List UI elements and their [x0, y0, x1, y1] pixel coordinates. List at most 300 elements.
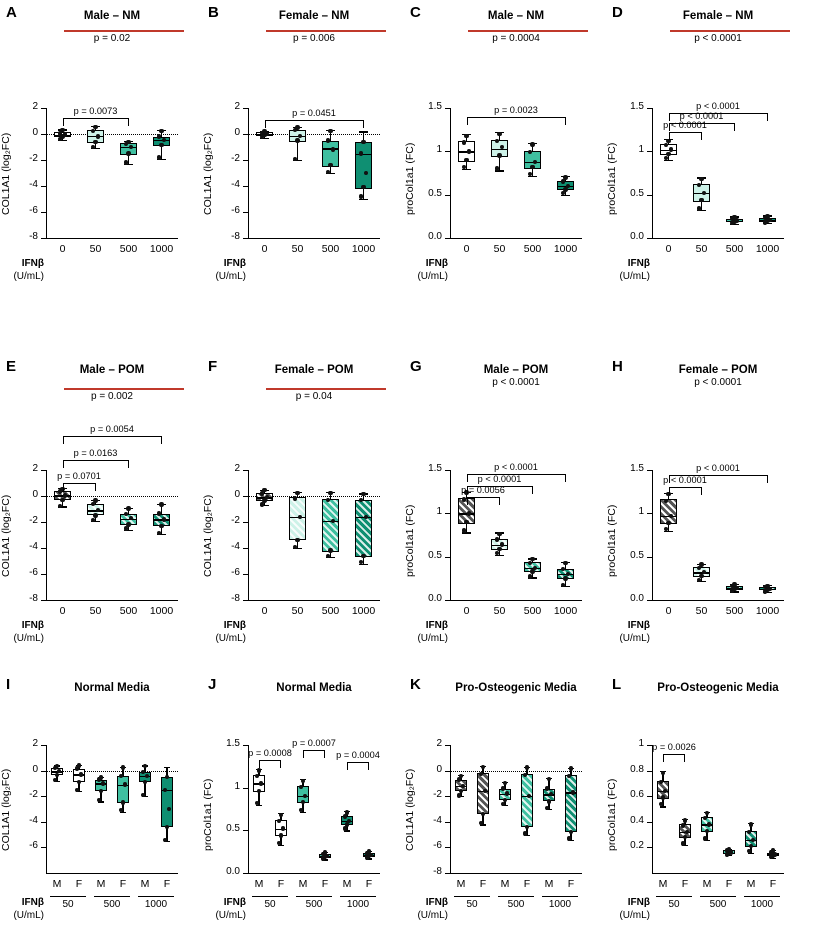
data-point-K-3-4: [525, 765, 529, 769]
data-point-F-2-3: [326, 498, 330, 502]
y-tick-label-H-0: 1.5: [630, 463, 644, 474]
data-point-E-3-2: [162, 517, 166, 521]
data-point-C-0-1: [464, 158, 468, 162]
panel-label-D: D: [612, 4, 623, 21]
x-tick-label-F-2: 500: [321, 605, 340, 617]
x-tick-label-G-0: 0: [463, 605, 470, 617]
box-F-2: [322, 499, 339, 552]
data-point-B-2-3: [326, 138, 330, 142]
y-tick-B-2: [243, 160, 248, 161]
y-tick-H-0: [647, 470, 652, 471]
data-point-B-3-1: [361, 185, 365, 189]
x-axis-units-F: (U/mL): [215, 633, 246, 644]
y-axis-C: [450, 108, 451, 238]
y-tick-label-F-5: -8: [231, 593, 240, 604]
group-label-L-2: 1000: [750, 899, 774, 910]
comparison-bracket-H-1: [669, 475, 768, 483]
y-axis-K: [450, 745, 451, 873]
significance-bar-C: [468, 30, 588, 32]
data-point-F-3-4: [361, 492, 365, 496]
y-tick-label-D-3: 0.0: [630, 231, 644, 242]
data-point-C-1-4: [497, 132, 501, 136]
data-point-I-1-4: [77, 763, 81, 767]
y-tick-C-0: [445, 108, 450, 109]
x-axis-units-L: (U/mL): [619, 910, 650, 921]
x-axis-E: [46, 600, 178, 601]
x-axis-units-C: (U/mL): [417, 271, 448, 282]
x-tick-label-I-0: M: [52, 878, 62, 890]
y-axis-title-D: proCol1a1 (FC): [606, 142, 618, 215]
y-tick-label-I-2: -2: [29, 789, 38, 801]
x-axis-title-E: IFNβ: [21, 620, 44, 631]
data-point-E-2-0: [124, 526, 128, 530]
x-tick-label-H-0: 0: [665, 605, 672, 617]
box-F-3: [355, 500, 372, 557]
y-tick-label-I-3: -4: [29, 814, 38, 826]
x-tick-label-L-0: M: [658, 878, 668, 890]
data-point-E-3-3: [157, 511, 161, 515]
comparison-bracket-G-0: [467, 497, 500, 505]
y-tick-F-2: [243, 522, 248, 523]
x-axis-title-K: IFNβ: [425, 897, 448, 908]
data-point-G-2-4: [530, 557, 534, 561]
y-tick-label-H-1: 1: [638, 506, 644, 518]
data-point-C-0-4: [464, 134, 468, 138]
y-tick-E-4: [41, 574, 46, 575]
data-point-B-3-0: [359, 194, 363, 198]
y-tick-label-D-2: 0.5: [630, 187, 644, 199]
data-point-K-4-4: [547, 777, 551, 781]
box-I-3: [117, 776, 128, 803]
y-tick-label-F-2: -2: [231, 515, 240, 526]
data-point-G-1-1: [497, 547, 501, 551]
y-tick-label-L-2: 0.6: [630, 789, 644, 801]
y-tick-L-2: [647, 796, 652, 797]
data-point-C-1-0: [495, 166, 499, 170]
data-point-L-2-4: [705, 811, 709, 815]
y-tick-label-B-2: -2: [231, 153, 240, 164]
significance-label-C: p = 0.0004: [492, 33, 540, 44]
x-tick-label-C-3: 1000: [553, 243, 578, 255]
data-point-K-5-2: [571, 790, 575, 794]
whisker-cap-bottom-D-0: [664, 160, 673, 161]
y-tick-label-L-4: 0.2: [630, 840, 644, 852]
group-line-L-1: [700, 896, 736, 897]
y-axis-title-F: COL1A1 (log₂FC): [202, 494, 214, 577]
x-tick-label-F-1: 50: [291, 605, 304, 617]
data-point-A-1-1: [93, 140, 97, 144]
y-tick-label-G-3: 0.0: [428, 593, 442, 604]
group-label-I-0: 50: [62, 899, 74, 910]
x-tick-label-K-0: M: [456, 878, 466, 890]
x-axis-title-G: IFNβ: [425, 620, 448, 631]
data-point-J-1-2: [281, 826, 285, 830]
panel-title-E: Male – POM: [79, 364, 145, 376]
panel-label-E: E: [6, 358, 17, 375]
y-tick-label-B-4: -6: [231, 205, 240, 216]
group-line-I-1: [94, 896, 130, 897]
data-point-K-4-1: [547, 799, 551, 803]
box-K-1: [477, 773, 488, 814]
significance-bar-E: [64, 388, 184, 390]
y-axis-title-C: proCol1a1 (FC): [404, 142, 416, 215]
median-B-3: [355, 154, 372, 155]
y-tick-label-K-2: -2: [433, 789, 442, 801]
data-point-J-2-1: [301, 800, 305, 804]
y-tick-label-J-3: 0.0: [226, 866, 240, 877]
y-tick-J-1: [243, 788, 248, 789]
data-point-C-1-3: [495, 139, 499, 143]
y-tick-label-H-2: 0.5: [630, 549, 644, 561]
comparison-label-E-0: p = 0.0701: [57, 471, 101, 481]
data-point-I-1-1: [77, 780, 81, 784]
x-tick-label-C-1: 50: [493, 243, 506, 255]
data-point-B-1-1: [295, 138, 299, 142]
data-point-K-5-0: [567, 836, 571, 840]
y-tick-label-K-5: -8: [433, 866, 442, 877]
group-label-I-1: 500: [103, 899, 121, 910]
data-point-A-1-3: [91, 129, 95, 133]
significance-bar-D: [670, 30, 790, 32]
x-axis-units-B: (U/mL): [215, 271, 246, 282]
data-point-E-1-1: [93, 513, 97, 517]
data-point-A-2-0: [124, 160, 128, 164]
data-point-A-3-3: [157, 134, 161, 138]
x-tick-label-H-1: 50: [695, 605, 708, 617]
panel-title-C: Male – NM: [487, 10, 545, 22]
x-tick-label-I-3: F: [119, 878, 127, 890]
whisker-cap-bottom-L-0: [660, 806, 666, 807]
comparison-bracket-C-0: [467, 117, 566, 125]
y-tick-I-3: [41, 822, 46, 823]
y-tick-label-E-1: 0: [32, 489, 38, 500]
comparison-label-G-2: p < 0.0001: [494, 462, 538, 473]
data-point-K-0-2: [461, 784, 465, 788]
panel-label-I: I: [6, 676, 11, 693]
data-point-E-3-4: [159, 502, 163, 506]
data-point-F-1-3: [293, 496, 297, 500]
x-tick-label-A-0: 0: [59, 243, 66, 255]
data-point-F-0-0: [260, 502, 264, 506]
y-tick-label-D-0: 1.5: [630, 101, 644, 112]
group-line-I-2: [138, 896, 174, 897]
x-axis-title-H: IFNβ: [627, 620, 650, 631]
y-tick-label-E-3: -4: [29, 541, 38, 552]
y-tick-label-B-3: -4: [231, 179, 240, 190]
data-point-L-2-0: [703, 836, 707, 840]
x-tick-label-E-3: 1000: [149, 605, 174, 617]
y-tick-A-4: [41, 212, 46, 213]
x-tick-label-E-0: 0: [59, 605, 66, 617]
data-point-B-3-4: [361, 140, 365, 144]
y-tick-D-0: [647, 108, 652, 109]
significance-label-E: p = 0.002: [91, 391, 133, 402]
data-point-K-5-4: [569, 766, 573, 770]
data-point-A-1-2: [96, 134, 100, 138]
data-point-H-0-0: [664, 527, 668, 531]
y-tick-label-J-1: 1: [234, 780, 240, 792]
box-F-1: [289, 497, 306, 540]
data-point-J-0-1: [257, 789, 261, 793]
y-tick-label-E-4: -6: [29, 567, 38, 578]
y-tick-K-3: [445, 822, 450, 823]
y-axis-J: [248, 745, 249, 873]
x-axis-I: [46, 873, 178, 874]
y-tick-G-1: [445, 513, 450, 514]
x-tick-label-L-2: M: [702, 878, 712, 890]
x-tick-label-G-1: 50: [493, 605, 506, 617]
y-axis-L: [652, 745, 653, 873]
y-tick-label-B-5: -8: [231, 231, 240, 242]
y-axis-title-E: COL1A1 (log₂FC): [0, 494, 12, 577]
data-point-L-1-4: [683, 818, 687, 822]
comparison-label-J-0: p = 0.0008: [248, 748, 292, 759]
y-tick-label-G-2: 0.5: [428, 549, 442, 561]
x-tick-label-B-1: 50: [291, 243, 304, 255]
x-tick-label-F-0: 0: [261, 605, 268, 617]
group-label-I-2: 1000: [144, 899, 168, 910]
data-point-A-3-4: [159, 129, 163, 133]
y-tick-label-A-4: -6: [29, 205, 38, 216]
y-axis-A: [46, 108, 47, 238]
y-axis-title-H: proCol1a1 (FC): [606, 504, 618, 577]
comparison-bracket-L-0: [663, 754, 685, 762]
comparison-bracket-H-0: [669, 487, 702, 495]
data-point-G-3-4: [563, 561, 567, 565]
data-point-G-0-3: [462, 497, 466, 501]
data-point-E-3-1: [159, 524, 163, 528]
data-point-J-4-2: [347, 819, 351, 823]
data-point-A-2-1: [126, 151, 130, 155]
group-line-I-0: [50, 896, 86, 897]
y-tick-label-F-3: -4: [231, 541, 240, 552]
data-point-C-0-2: [467, 149, 471, 153]
data-point-E-0-2: [63, 493, 67, 497]
panel-label-H: H: [612, 358, 623, 375]
x-axis-B: [248, 238, 380, 239]
panel-title-D: Female – NM: [682, 10, 754, 22]
data-point-K-1-4: [481, 765, 485, 769]
data-point-G-3-3: [561, 567, 565, 571]
x-axis-title-A: IFNβ: [21, 258, 44, 269]
significance-label-G: p < 0.0001: [492, 377, 540, 388]
y-tick-label-A-2: -2: [29, 153, 38, 164]
comparison-label-G-1: p < 0.0001: [477, 473, 522, 484]
y-tick-F-0: [243, 470, 248, 471]
x-tick-label-J-4: M: [342, 878, 352, 890]
y-axis-title-G: proCol1a1 (FC): [404, 504, 416, 577]
y-tick-H-2: [647, 557, 652, 558]
comparison-bracket-G-2: [467, 474, 566, 482]
x-axis-A: [46, 238, 178, 239]
data-point-L-4-1: [749, 844, 753, 848]
y-tick-A-0: [41, 108, 46, 109]
data-point-B-2-0: [326, 170, 330, 174]
y-axis-I: [46, 745, 47, 873]
data-point-C-2-1: [530, 165, 534, 169]
x-axis-units-E: (U/mL): [13, 633, 44, 644]
y-tick-K-4: [445, 847, 450, 848]
x-tick-label-J-0: M: [254, 878, 264, 890]
x-axis-J: [248, 873, 380, 874]
x-axis-units-I: (U/mL): [13, 910, 44, 921]
data-point-A-3-0: [157, 155, 161, 159]
x-axis-L: [652, 873, 784, 874]
y-axis-title-J: proCol1a1 (FC): [202, 778, 214, 851]
y-tick-B-3: [243, 186, 248, 187]
significance-label-A: p = 0.02: [93, 33, 131, 44]
y-tick-label-D-1: 1: [638, 144, 644, 156]
data-point-L-0-4: [661, 771, 665, 775]
x-axis-title-I: IFNβ: [21, 897, 44, 908]
box-K-5: [565, 775, 576, 832]
x-tick-label-L-1: F: [681, 878, 689, 890]
y-tick-label-J-0: 1.5: [226, 738, 240, 749]
y-tick-A-3: [41, 186, 46, 187]
y-tick-I-4: [41, 847, 46, 848]
data-point-E-1-4: [93, 498, 97, 502]
data-point-E-0-0: [58, 504, 62, 508]
y-axis-title-I: COL1A1 (log₂FC): [0, 768, 12, 851]
data-point-C-1-1: [497, 153, 501, 157]
significance-label-F: p = 0.04: [295, 391, 333, 402]
x-tick-label-L-5: F: [769, 878, 777, 890]
y-tick-K-0: [445, 745, 450, 746]
data-point-D-1-1: [699, 198, 703, 202]
x-tick-label-J-2: M: [298, 878, 308, 890]
group-line-J-2: [340, 896, 376, 897]
x-tick-label-I-1: F: [75, 878, 83, 890]
data-point-L-5-4: [771, 848, 775, 852]
comparison-bracket-E-1: [63, 460, 129, 468]
y-tick-label-C-1: 1: [436, 144, 442, 156]
panel-title-H: Female – POM: [678, 364, 758, 376]
comparison-label-E-1: p = 0.0163: [73, 447, 118, 458]
whisker-cap-bottom-G-1: [495, 555, 504, 556]
y-tick-D-2: [647, 195, 652, 196]
x-tick-label-K-4: M: [544, 878, 554, 890]
significance-label-H: p < 0.0001: [694, 377, 742, 388]
data-point-J-1-1: [279, 833, 283, 837]
significance-label-D: p < 0.0001: [694, 33, 742, 44]
y-tick-label-C-3: 0.0: [428, 231, 442, 242]
y-tick-label-E-2: -2: [29, 515, 38, 526]
zero-line-I: [46, 771, 178, 772]
group-label-K-0: 50: [466, 899, 478, 910]
data-point-J-4-4: [345, 810, 349, 814]
data-point-F-2-1: [328, 548, 332, 552]
data-point-I-2-4: [99, 775, 103, 779]
comparison-label-B-0: p = 0.0451: [292, 107, 336, 118]
data-point-H-1-4: [699, 562, 703, 566]
y-tick-label-K-3: -4: [433, 814, 442, 826]
data-point-I-4-2: [145, 774, 149, 778]
data-point-A-0-4: [60, 128, 64, 132]
y-tick-F-3: [243, 548, 248, 549]
data-point-F-1-4: [295, 491, 299, 495]
x-tick-label-A-2: 500: [119, 243, 138, 255]
x-tick-label-B-2: 500: [321, 243, 340, 255]
x-axis-H: [652, 600, 784, 601]
group-label-L-1: 500: [709, 899, 727, 910]
data-point-I-2-1: [99, 789, 103, 793]
x-tick-label-D-0: 0: [665, 243, 672, 255]
data-point-H-2-4: [732, 582, 736, 586]
data-point-D-0-2: [669, 147, 673, 151]
x-tick-label-H-2: 500: [725, 605, 744, 617]
data-point-G-0-1: [464, 520, 468, 524]
panel-label-C: C: [410, 4, 421, 21]
data-point-I-3-4: [121, 765, 125, 769]
y-tick-label-K-0: 2: [436, 738, 442, 749]
y-tick-C-1: [445, 151, 450, 152]
x-axis-title-L: IFNβ: [627, 897, 650, 908]
data-point-B-0-4: [262, 129, 266, 133]
x-tick-label-E-2: 500: [119, 605, 138, 617]
data-point-L-0-1: [661, 795, 665, 799]
data-point-C-0-3: [462, 140, 466, 144]
y-tick-D-1: [647, 151, 652, 152]
data-point-I-1-2: [79, 772, 83, 776]
comparison-label-D-1: p < 0.0001: [679, 110, 724, 121]
data-point-F-2-0: [326, 554, 330, 558]
y-axis-title-B: COL1A1 (log₂FC): [202, 132, 214, 215]
panel-title-K: Pro-Osteogenic Media: [455, 682, 577, 694]
x-axis-title-D: IFNβ: [627, 258, 650, 269]
data-point-L-2-2: [707, 822, 711, 826]
comparison-bracket-J-0: [259, 760, 281, 768]
x-axis-title-B: IFNβ: [223, 258, 246, 269]
comparison-label-C-0: p = 0.0023: [494, 104, 538, 115]
group-line-L-2: [744, 896, 780, 897]
y-axis-title-A: COL1A1 (log₂FC): [0, 132, 12, 215]
y-tick-J-2: [243, 830, 248, 831]
x-tick-label-F-3: 1000: [351, 605, 376, 617]
significance-label-B: p = 0.006: [293, 33, 335, 44]
x-axis-units-H: (U/mL): [619, 633, 650, 644]
data-point-K-0-4: [459, 774, 463, 778]
panel-title-F: Female – POM: [274, 364, 354, 376]
x-tick-label-B-0: 0: [261, 243, 268, 255]
comparison-label-E-2: p = 0.0054: [90, 424, 134, 435]
group-label-J-1: 500: [305, 899, 323, 910]
group-line-J-1: [296, 896, 332, 897]
comparison-bracket-E-2: [63, 436, 162, 444]
box-I-5: [161, 777, 172, 827]
x-tick-label-I-4: M: [140, 878, 150, 890]
whisker-cap-bottom-B-3: [359, 199, 368, 200]
data-point-H-3-4: [765, 584, 769, 588]
x-tick-label-C-0: 0: [463, 243, 470, 255]
comparison-bracket-G-1: [467, 486, 533, 494]
y-tick-label-L-0: 1: [638, 738, 644, 749]
y-axis-H: [652, 470, 653, 600]
comparison-bracket-J-2: [347, 762, 369, 770]
y-tick-G-2: [445, 557, 450, 558]
x-tick-label-L-4: M: [746, 878, 756, 890]
whisker-cap-top-I-5: [164, 767, 170, 768]
data-point-E-0-1: [60, 498, 64, 502]
y-tick-L-4: [647, 847, 652, 848]
x-tick-label-H-3: 1000: [755, 605, 780, 617]
y-tick-label-H-3: 0.0: [630, 593, 644, 604]
data-point-K-5-1: [569, 830, 573, 834]
group-line-K-2: [542, 896, 578, 897]
data-point-I-4-4: [143, 764, 147, 768]
comparison-bracket-B-0: [265, 120, 364, 128]
comparison-label-A-0: p = 0.0073: [73, 105, 118, 116]
group-line-K-0: [454, 896, 490, 897]
